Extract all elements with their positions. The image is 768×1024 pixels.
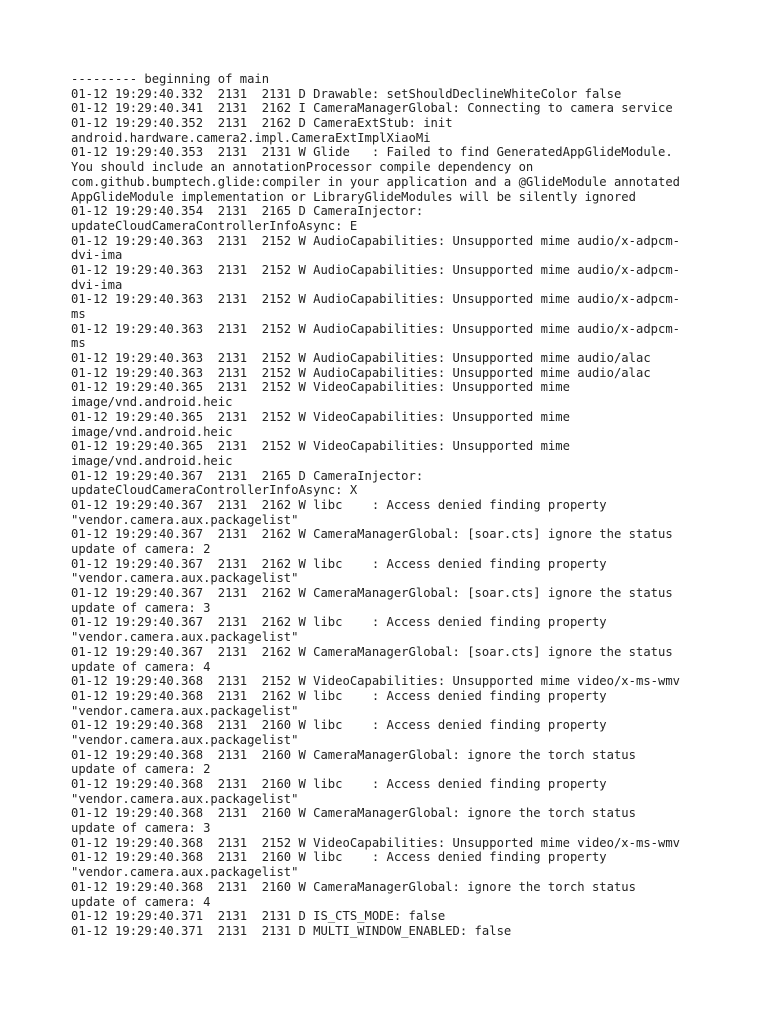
log-line: 01-12 19:29:40.363 2131 2152 W AudioCapabilities: Unsupported mime audio/x-adpcm- <box>71 262 681 277</box>
log-line: "vendor.camera.aux.packagelist" <box>71 630 299 645</box>
log-line: 01-12 19:29:40.363 2131 2152 W AudioCapabilities: Unsupported mime audio/x-adpcm- <box>71 233 681 248</box>
log-line: "vendor.camera.aux.packagelist" <box>71 571 299 586</box>
log-line: --------- beginning of main <box>71 72 270 86</box>
log-line: 01-12 19:29:40.353 2131 2131 W Glide : Failed to find GeneratedAppGlideModule. <box>71 145 673 160</box>
log-line: image/vnd.android.heic <box>71 453 233 468</box>
log-line: com.github.bumptech.glide:compiler in your application and a @GlideModule annotated <box>71 174 681 189</box>
log-line: 01-12 19:29:40.368 2131 2160 W CameraManagerGlobal: ignore the torch status <box>71 747 636 762</box>
log-line: update of camera: 4 <box>71 659 211 674</box>
log-output <box>71 72 731 939</box>
log-line: 01-12 19:29:40.368 2131 2160 W CameraManagerGlobal: ignore the torch status <box>71 806 636 821</box>
log-line: 01-12 19:29:40.367 2131 2162 W CameraManagerGlobal: [soar.cts] ignore the status <box>71 527 673 542</box>
log-line: 01-12 19:29:40.367 2131 2162 W CameraManagerGlobal: [soar.cts] ignore the status <box>71 586 673 601</box>
log-line: 01-12 19:29:40.368 2131 2160 W libc : Access denied finding property <box>71 850 607 865</box>
log-line: 01-12 19:29:40.368 2131 2152 W VideoCapabilities: Unsupported mime video/x-ms-wmv <box>71 835 681 850</box>
log-line: 01-12 19:29:40.365 2131 2152 W VideoCapabilities: Unsupported mime <box>71 380 570 395</box>
log-line: 01-12 19:29:40.367 2131 2162 W libc : Access denied finding property <box>71 497 607 512</box>
log-line: update of camera: 3 <box>71 600 211 615</box>
log-line: image/vnd.android.heic <box>71 395 233 410</box>
log-line: 01-12 19:29:40.352 2131 2162 D CameraExtStub: init <box>71 116 453 131</box>
log-line: 01-12 19:29:40.354 2131 2165 D CameraInjector: <box>71 204 424 219</box>
log-line: 01-12 19:29:40.363 2131 2152 W AudioCapabilities: Unsupported mime audio/alac <box>71 351 651 366</box>
log-line: 01-12 19:29:40.332 2131 2131 D Drawable: setShouldDeclineWhiteColor false <box>71 86 622 101</box>
log-line: dvi-ima <box>71 248 123 263</box>
log-line: 01-12 19:29:40.368 2131 2152 W VideoCapabilities: Unsupported mime video/x-ms-wmv <box>71 674 681 689</box>
log-line: 01-12 19:29:40.367 2131 2165 D CameraInjector: <box>71 468 424 483</box>
log-line: 01-12 19:29:40.367 2131 2162 W libc : Access denied finding property <box>71 615 607 630</box>
log-line: update of camera: 2 <box>71 542 211 556</box>
log-line: 01-12 19:29:40.371 2131 2131 D MULTI_WINDOW_ENABLED: false <box>71 923 512 938</box>
log-line: 01-12 19:29:40.363 2131 2152 W AudioCapabilities: Unsupported mime audio/x-adpcm- <box>71 321 681 336</box>
log-line: 01-12 19:29:40.341 2131 2162 I CameraManagerGlobal: Connecting to camera service <box>71 101 673 116</box>
log-line: update of camera: 3 <box>71 821 211 836</box>
log-line: "vendor.camera.aux.packagelist" <box>71 732 299 747</box>
log-line: update of camera: 2 <box>71 762 211 777</box>
log-line: AppGlideModule implementation or LibraryGlideModules will be silently ignored <box>71 189 636 204</box>
log-line: image/vnd.android.heic <box>71 424 233 439</box>
log-line: android.hardware.camera2.impl.CameraExtImplXiaoMi <box>71 130 431 145</box>
log-line: 01-12 19:29:40.363 2131 2152 W AudioCapabilities: Unsupported mime audio/x-adpcm- <box>71 292 681 307</box>
log-line: updateCloudCameraControllerInfoAsync: E <box>71 218 358 233</box>
log-line: "vendor.camera.aux.packagelist" <box>71 791 299 806</box>
log-line: 01-12 19:29:40.367 2131 2162 W libc : Access denied finding property <box>71 556 607 571</box>
log-line: 01-12 19:29:40.365 2131 2152 W VideoCapabilities: Unsupported mime <box>71 439 570 454</box>
log-line: You should include an annotationProcessor compile dependency on <box>71 160 534 175</box>
log-line: update of camera: 4 <box>71 894 211 909</box>
log-line: ms <box>71 307 86 321</box>
log-line: 01-12 19:29:40.368 2131 2160 W CameraManagerGlobal: ignore the torch status <box>71 879 636 894</box>
log-line: 01-12 19:29:40.371 2131 2131 D IS_CTS_MODE: false <box>71 909 446 924</box>
log-line: 01-12 19:29:40.368 2131 2160 W libc : Access denied finding property <box>71 777 607 791</box>
log-line: "vendor.camera.aux.packagelist" <box>71 512 299 527</box>
log-line: ms <box>71 336 86 351</box>
log-line: 01-12 19:29:40.365 2131 2152 W VideoCapabilities: Unsupported mime <box>71 409 570 424</box>
log-line: 01-12 19:29:40.363 2131 2152 W AudioCapabilities: Unsupported mime audio/alac <box>71 365 651 380</box>
log-line: updateCloudCameraControllerInfoAsync: X <box>71 483 358 498</box>
log-line: dvi-ima <box>71 277 123 292</box>
log-line: 01-12 19:29:40.368 2131 2160 W libc : Access denied finding property <box>71 718 607 733</box>
log-line: "vendor.camera.aux.packagelist" <box>71 703 299 718</box>
log-line: 01-12 19:29:40.367 2131 2162 W CameraManagerGlobal: [soar.cts] ignore the status <box>71 644 673 659</box>
log-line: "vendor.camera.aux.packagelist" <box>71 865 299 880</box>
log-line: 01-12 19:29:40.368 2131 2162 W libc : Access denied finding property <box>71 688 607 703</box>
